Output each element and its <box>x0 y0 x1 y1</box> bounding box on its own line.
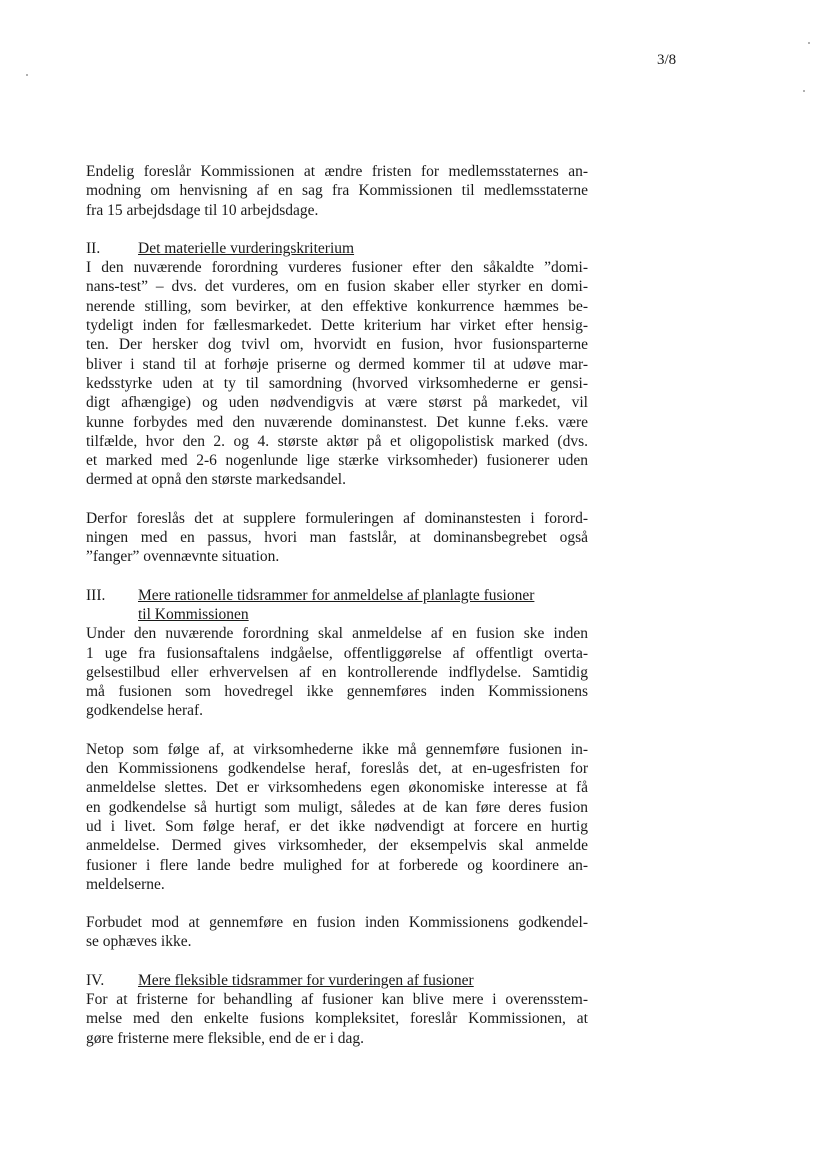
section-number: IV. <box>86 971 105 989</box>
text-line: fusioner i flere lande bedre mulighed for at forberede og koordinere an- <box>86 856 588 874</box>
text-line: modning om henvisning af en sag fra Kommissionen til medlemsstaterne <box>86 182 588 200</box>
text-line: meldelserne. <box>86 875 165 893</box>
text-line: ud i livet. Som følge heraf, er det ikke nødvendigt at forcere en hurtig <box>86 817 588 835</box>
text-line: tilfælde, hvor den 2. og 4. største aktør på et oligopolistisk marked (dvs. <box>86 432 588 450</box>
text-line: fra 15 arbejdsdage til 10 arbejdsdage. <box>86 201 319 219</box>
text-line: anmeldelse. Dermed gives virksomheder, der eksempelvis skal anmelde <box>86 837 588 855</box>
paragraph-flexible-deadlines <box>86 990 588 1048</box>
scan-speck <box>26 74 28 76</box>
text-line: ”fanger” ovennævnte situation. <box>86 548 280 566</box>
text-line: nerende stilling, som bevirker, at den effektive konkurrence hæmmes be- <box>86 297 588 315</box>
paragraph-notification-rules <box>86 624 588 720</box>
paragraph-one-week-deadline <box>86 740 588 894</box>
text-line: godkendelse heraf. <box>86 702 204 720</box>
text-line: Forbudet mod at gennemføre en fusion inden Kommissionens godkendel- <box>86 914 588 932</box>
text-line: tydeligt inden for fællesmarkedet. Dette kriterium har virket efter hensig- <box>86 317 588 335</box>
text-line: anmeldelse slettes. Det er virksomhedens egen økonomiske interesse at få <box>86 779 588 797</box>
text-line: en godkendelse så hurtigt som muligt, således at de kan føre deres fusion <box>86 798 588 816</box>
text-line: Endelig foreslår Kommissionen at ændre fristen for medlemsstaternes an- <box>86 163 588 180</box>
text-line: Derfor foreslås det at supplere formuleringen af dominanstesten i forord- <box>86 509 588 527</box>
section-heading-iii <box>86 586 588 625</box>
paragraph-ban-not-lifted <box>86 913 588 952</box>
section-number: II. <box>86 239 101 257</box>
text-line: I den nuværende forordning vurderes fusioner efter den såkaldte ”domi- <box>86 259 588 277</box>
text-line: ningen med en passus, hvori man fastslår, at dominansbegrebet også <box>86 529 588 547</box>
text-line: melse med den enkelte fusions kompleksitet, foreslår Kommissionen, at <box>86 1010 588 1028</box>
paragraph-dominance-test <box>86 258 588 490</box>
section-title: til Kommissionen <box>138 605 249 623</box>
text-line: se ophæves ikke. <box>86 933 192 951</box>
section-heading-ii <box>86 239 588 258</box>
text-line: den Kommissionens godkendelse heraf, foreslås det, at en-ugesfristen for <box>86 760 588 778</box>
text-line: Netop som følge af, at virksomhederne ikke må gennemføre fusionen in- <box>86 740 588 758</box>
section-title: Det materielle vurderingskriterium <box>138 239 355 257</box>
text-line: nans-test” – dvs. det vurderes, om en fusion skaber eller styrker en domi- <box>86 278 588 296</box>
text-line: bliver i stand til at forhøje priserne og dermed kommer til at udøve mar- <box>86 355 588 373</box>
text-line: Under den nuværende forordning skal anmeldelse af en fusion ske inden <box>86 625 588 643</box>
scan-speck <box>803 90 805 92</box>
paragraph-proposal-supplement <box>86 509 588 567</box>
text-line: ten. Der hersker dog tvivl om, hvorvidt en fusion, hvor fusionsparterne <box>86 336 588 354</box>
section-title: Mere rationelle tidsrammer for anmeldelse af planlagte fusioner <box>138 586 535 604</box>
text-line: kedsstyrke uden at ty til samordning (hvorved virksomhederne er gensi- <box>86 374 588 392</box>
section-heading-iv <box>86 971 588 990</box>
text-line: kunne forbydes med den nuværende dominanstest. Det kunne f.eks. være <box>86 413 588 431</box>
page-number: 3/8 <box>657 52 677 68</box>
text-line: gøre fristerne mere fleksible, end de er i dag. <box>86 1029 365 1047</box>
text-line: må fusionen som hovedregel ikke gennemføres inden Kommissionens <box>86 683 588 701</box>
text-line: dermed at opnå den største markedsandel. <box>86 471 346 489</box>
document-body <box>86 162 588 1048</box>
paragraph-referral-deadline <box>86 162 588 220</box>
text-line: et marked med 2-6 nogenlunde lige stærke virksomheder) fusionerer uden <box>86 452 588 470</box>
text-line: gelsestilbud eller erhvervelsen af en kontrollerende indflydelse. Samtidig <box>86 663 588 681</box>
scan-speck <box>808 42 810 44</box>
text-line: 1 uge fra fusionsaftalens indgåelse, offentliggørelse af offentligt overta- <box>86 644 588 662</box>
text-line: digt afhængige) og uden nødvendigvis at være størst på markedet, vil <box>86 394 588 412</box>
section-number: III. <box>86 586 106 604</box>
section-title: Mere fleksible tidsrammer for vurderingen af fusioner <box>138 971 474 989</box>
text-line: For at fristerne for behandling af fusioner kan blive mere i overensstem- <box>86 990 588 1008</box>
